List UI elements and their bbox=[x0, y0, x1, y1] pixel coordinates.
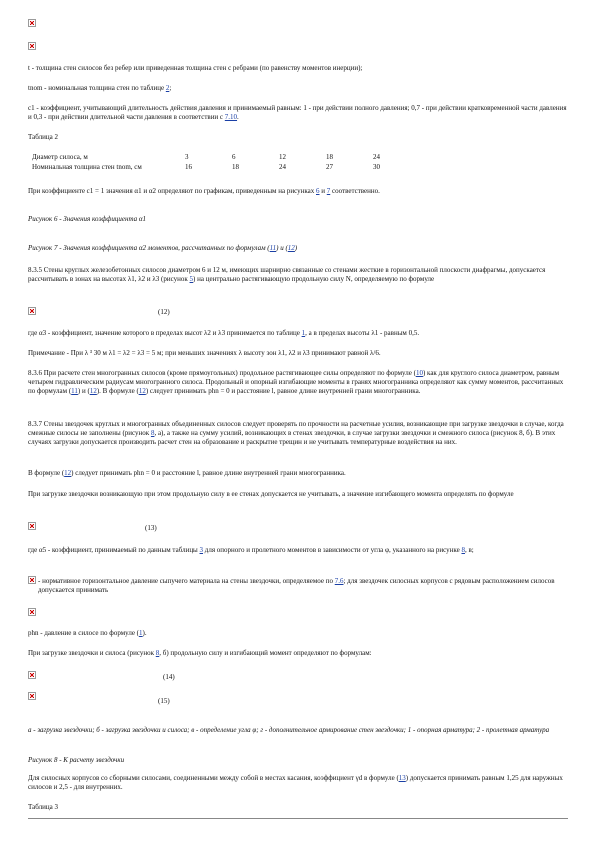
link-figure-8[interactable]: 8 bbox=[461, 546, 465, 554]
link-formula-1[interactable]: 1 bbox=[139, 629, 143, 637]
paragraph-8-3-5: 8.3.5 Стены круглых железобетонных силосов диаметром 6 и 12 м, имеющих шарнирно связанные со стенами жесткие в горизонтальной плоскости диафрагмы, допускается рассчитывать в зонах на высотах λ1, λ2 и λ3 (рисунок 5) на центрально растягивающую продольную силу N, определяемую по формуле bbox=[28, 266, 546, 283]
link-formula-12[interactable]: 12 bbox=[138, 386, 146, 395]
paragraph-formula-12-note: В формуле (12) следует принимать phn = 0 и расстояние l, равное длине внутренней грани многогранника. bbox=[28, 469, 346, 477]
link-formula-12[interactable]: 12 bbox=[287, 244, 295, 252]
paragraph-phn: phn - давление в силосе по формуле (1). bbox=[28, 629, 147, 637]
link-table-1[interactable]: 1 bbox=[301, 329, 306, 337]
table-cell: Диаметр силоса, м bbox=[32, 153, 88, 161]
table-cell: 16 bbox=[185, 162, 192, 171]
table-cell: 6 bbox=[232, 153, 236, 161]
table-cell: 24 bbox=[279, 162, 286, 171]
figure-7-caption: Рисунок 7 - Значения коэффициента α2 моментов, рассчитанных по формулам (11) и (12) bbox=[28, 244, 298, 252]
table-3-top-border bbox=[28, 818, 568, 819]
table-cell: 18 bbox=[232, 162, 239, 171]
link-figure-5[interactable]: 5 bbox=[189, 274, 194, 283]
paragraph-normative-pressure: - нормативное горизонтальное давление сыпучего материала на стены звездочки, определяемое по 7.6; для звездочек силосных корпусов с рядовым расположением силосов допускается принимать bbox=[38, 577, 555, 594]
equation-number-14: (14) bbox=[163, 673, 175, 681]
link-formula-11[interactable]: 11 bbox=[71, 386, 78, 395]
paragraph-c1-definition: c1 - коэффициент, учитывающий длительность действия давления и принимаемый равным: 1 - при действии полного давления; 0,7 - при действии кратковременной части давления и 0,3 - при действии длительной части давления в соответствии с 7.10. bbox=[28, 104, 567, 121]
paragraph-t-definition: t - толщина стен силосов без ребер или приведенная толщина стен с ребрами (по равенству моментов инерции); bbox=[28, 64, 363, 72]
link-table-2[interactable]: 2 bbox=[165, 84, 170, 92]
table-2-title: Таблица 2 bbox=[28, 133, 58, 141]
table-cell: 18 bbox=[326, 153, 333, 161]
broken-image-icon bbox=[28, 576, 36, 584]
broken-image-icon bbox=[28, 671, 36, 679]
link-figure-6[interactable]: 6 bbox=[316, 187, 320, 195]
table-cell: 3 bbox=[185, 153, 189, 161]
paragraph-star-and-silo: При загрузке звездочки и силоса (рисунок 8, б) продольную силу и изгибающий момент определяют по формулам: bbox=[28, 649, 372, 657]
broken-image-icon bbox=[28, 42, 36, 50]
table-2 bbox=[32, 153, 572, 173]
table-row bbox=[32, 163, 420, 173]
broken-image-icon bbox=[28, 307, 36, 315]
paragraph-alpha3: где α3 - коэффициент, значение которого в пределах высот λ2 и λ3 принимается по таблице 1, а в пределах высоты λ1 - равным 0,5. bbox=[28, 329, 420, 337]
table-cell: 30 bbox=[373, 162, 380, 171]
figure-6-caption: Рисунок 6 - Значения коэффициента α1 bbox=[28, 215, 147, 223]
equation-number-13: (13) bbox=[145, 524, 157, 532]
equation-number-12: (12) bbox=[158, 308, 170, 316]
broken-image-icon bbox=[28, 608, 36, 616]
link-7-10[interactable]: 7.10 bbox=[224, 112, 238, 121]
link-figure-7[interactable]: 7 bbox=[326, 187, 331, 195]
paragraph-tnom-definition: tnom - номинальная толщина стен по таблице 2; bbox=[28, 84, 172, 92]
figure-8-caption: Рисунок 8 - К расчету звездочки bbox=[28, 756, 125, 764]
table-row bbox=[32, 153, 420, 163]
table-cell: 12 bbox=[279, 153, 286, 161]
table-cell: 27 bbox=[326, 162, 333, 171]
paragraph-8-3-6: 8.3.6 При расчете стен многогранных силосов (кроме прямоугольных) продольное растягивающее силы определяют по формуле (10) как для круглого силоса диаметром, равным четырем гидравлическим радиусам многогранного силоса. Продольный и опорный изгибающие моменты в гранях многогранника определяют как сумму моментов, рассчитанных по формулам (11) и (12). В формуле (12) следует принимать phn = 0 и расстояние l, равное длине внутренней грани многогранника. bbox=[28, 369, 564, 395]
paragraph-coefficient: При коэффициенте c1 = 1 значения α1 и α2 определяют по графикам, приведенным на рисунках 6 и 7 соответственно. bbox=[28, 187, 380, 195]
paragraph-star-loading: При загрузке звездочки возникающую при этом продольную силу в ее стенах допускается не учитывать, а значение изгибающего момента определять по формуле bbox=[28, 490, 514, 498]
table-cell: Номинальная толщина стен tnom, см bbox=[32, 162, 142, 171]
link-formula-11[interactable]: 11 bbox=[269, 244, 277, 252]
paragraph-note: Примечание - При λ ³ 30 м λ1 = λ2 = λ3 = 5 м; при меньших значениях λ высоту зон λ1, λ2 и λ3 принимают равной λ/6. bbox=[28, 349, 381, 357]
link-formula-12[interactable]: 12 bbox=[64, 469, 72, 477]
broken-image-icon bbox=[28, 19, 36, 27]
link-formula-10[interactable]: 10 bbox=[415, 369, 423, 377]
broken-image-icon bbox=[28, 522, 36, 530]
link-7-6[interactable]: 7.6 bbox=[334, 577, 344, 585]
table-cell: 24 bbox=[373, 153, 380, 161]
equation-number-15: (15) bbox=[158, 697, 170, 705]
link-figure-8[interactable]: 8 bbox=[155, 649, 160, 657]
paragraph-alpha5: где α5 - коэффициент, принимаемый по данным таблицы 3 для опорного и пролетного моментов в зависимости от угла φ, указанного на рисунке 8, в; bbox=[28, 546, 474, 554]
link-figure-8[interactable]: 8 bbox=[150, 428, 155, 437]
link-table-3[interactable]: 3 bbox=[199, 546, 204, 554]
table-3-title: Таблица 3 bbox=[28, 803, 58, 811]
link-formula-12[interactable]: 12 bbox=[89, 386, 97, 395]
link-formula-13[interactable]: 13 bbox=[398, 774, 406, 782]
paragraph-8-3-7: 8.3.7 Стены звездочек круглых и многогранных объединенных силосов следует проверять по прочности на расчетные усилия, возникающие при загрузке звездочки в случае, когда смежные силосы не заполнены (рисунок 8, а), а также на сумму усилий, возникающих в стенах звездочки, в случае загрузки звездочки и смежного силоса (рисунок 8, б). В этих случаях загрузки допускается производить расчет стен на образование и раскрытие трещин и не учитывать температурные воздействия на них. bbox=[28, 420, 564, 446]
figure-8-legend: а - загрузка звездочки; б - загрузка звездочки и силоса; в - определение угла φ; г - дополнительное армирование стен звездочки; 1 - опорная арматура; 2 - пролетная арматура bbox=[28, 726, 550, 734]
broken-image-icon bbox=[28, 692, 36, 700]
paragraph-prefab-silos: Для силосных корпусов со сборными силосами, соединенными между собой в местах касания, коэффициент γd в формуле (13) допускается принимать равным 1,25 для наружных силосов и 2,5 - для внутренних. bbox=[28, 774, 563, 791]
